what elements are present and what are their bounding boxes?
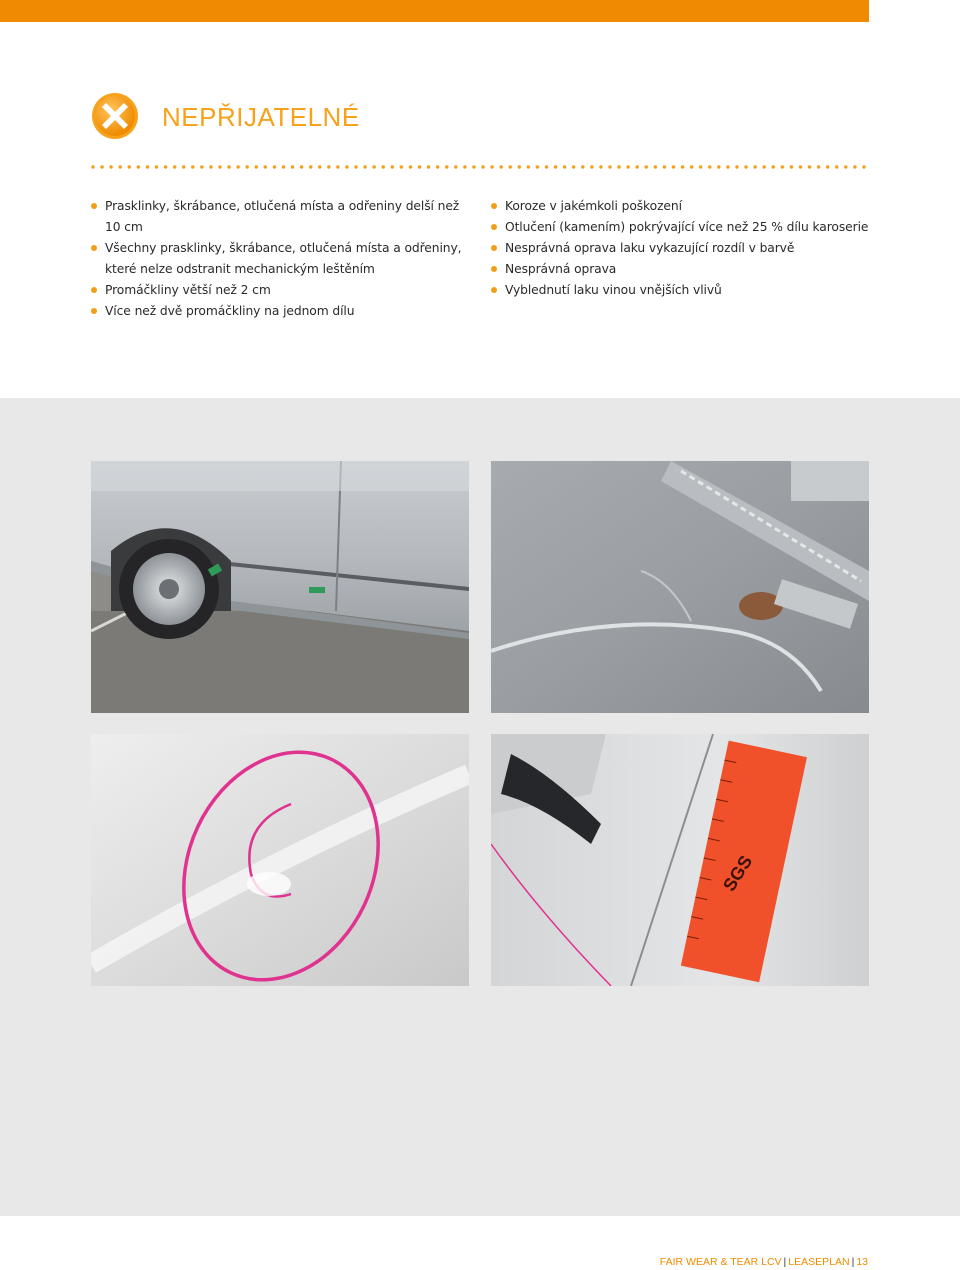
x-icon: [91, 92, 139, 140]
list-item: Promáčkliny větší než 2 cm: [91, 280, 471, 301]
footer-brand: LEASEPLAN: [788, 1256, 850, 1268]
unacceptable-list-left: [91, 196, 471, 322]
photo-circled-dent: [91, 734, 469, 986]
footer-title: FAIR WEAR & TEAR LCV: [659, 1256, 782, 1268]
top-accent-bar: [0, 0, 869, 22]
page-heading: NEPŘIJATELNÉ: [162, 102, 360, 132]
list-item: Koroze v jakémkoli poškození: [491, 196, 911, 217]
list-item: Otlučení (kamením) pokrývající více než 25 % dílu karoserie: [491, 217, 911, 238]
list-item: Nesprávná oprava: [491, 259, 911, 280]
list-item: Více než dvě promáčkliny na jednom dílu: [91, 301, 471, 322]
page-number: 13: [856, 1256, 868, 1268]
dotted-divider: [91, 164, 869, 170]
list-item: Všechny prasklinky, škrábance, otlučená místa a odřeniny, které nelze odstranit mechanickým leštěním: [91, 238, 471, 280]
ruler-logo-text: SGS: [719, 851, 757, 895]
photo-door-handle-ruler: [491, 734, 869, 986]
unacceptable-list-right: [491, 196, 911, 301]
list-item: Prasklinky, škrábance, otlučená místa a odřeniny delší než 10 cm: [91, 196, 471, 238]
page-footer: FAIR WEAR & TEAR LCV | LEASEPLAN | 13: [659, 1256, 868, 1268]
list-item: Nesprávná oprava laku vykazující rozdíl v barvě: [491, 238, 911, 259]
photo-panel-dent: [491, 461, 869, 713]
list-item: Vyblednutí laku vinou vnějších vlivů: [491, 280, 911, 301]
photo-van-side-damage: [91, 461, 469, 713]
